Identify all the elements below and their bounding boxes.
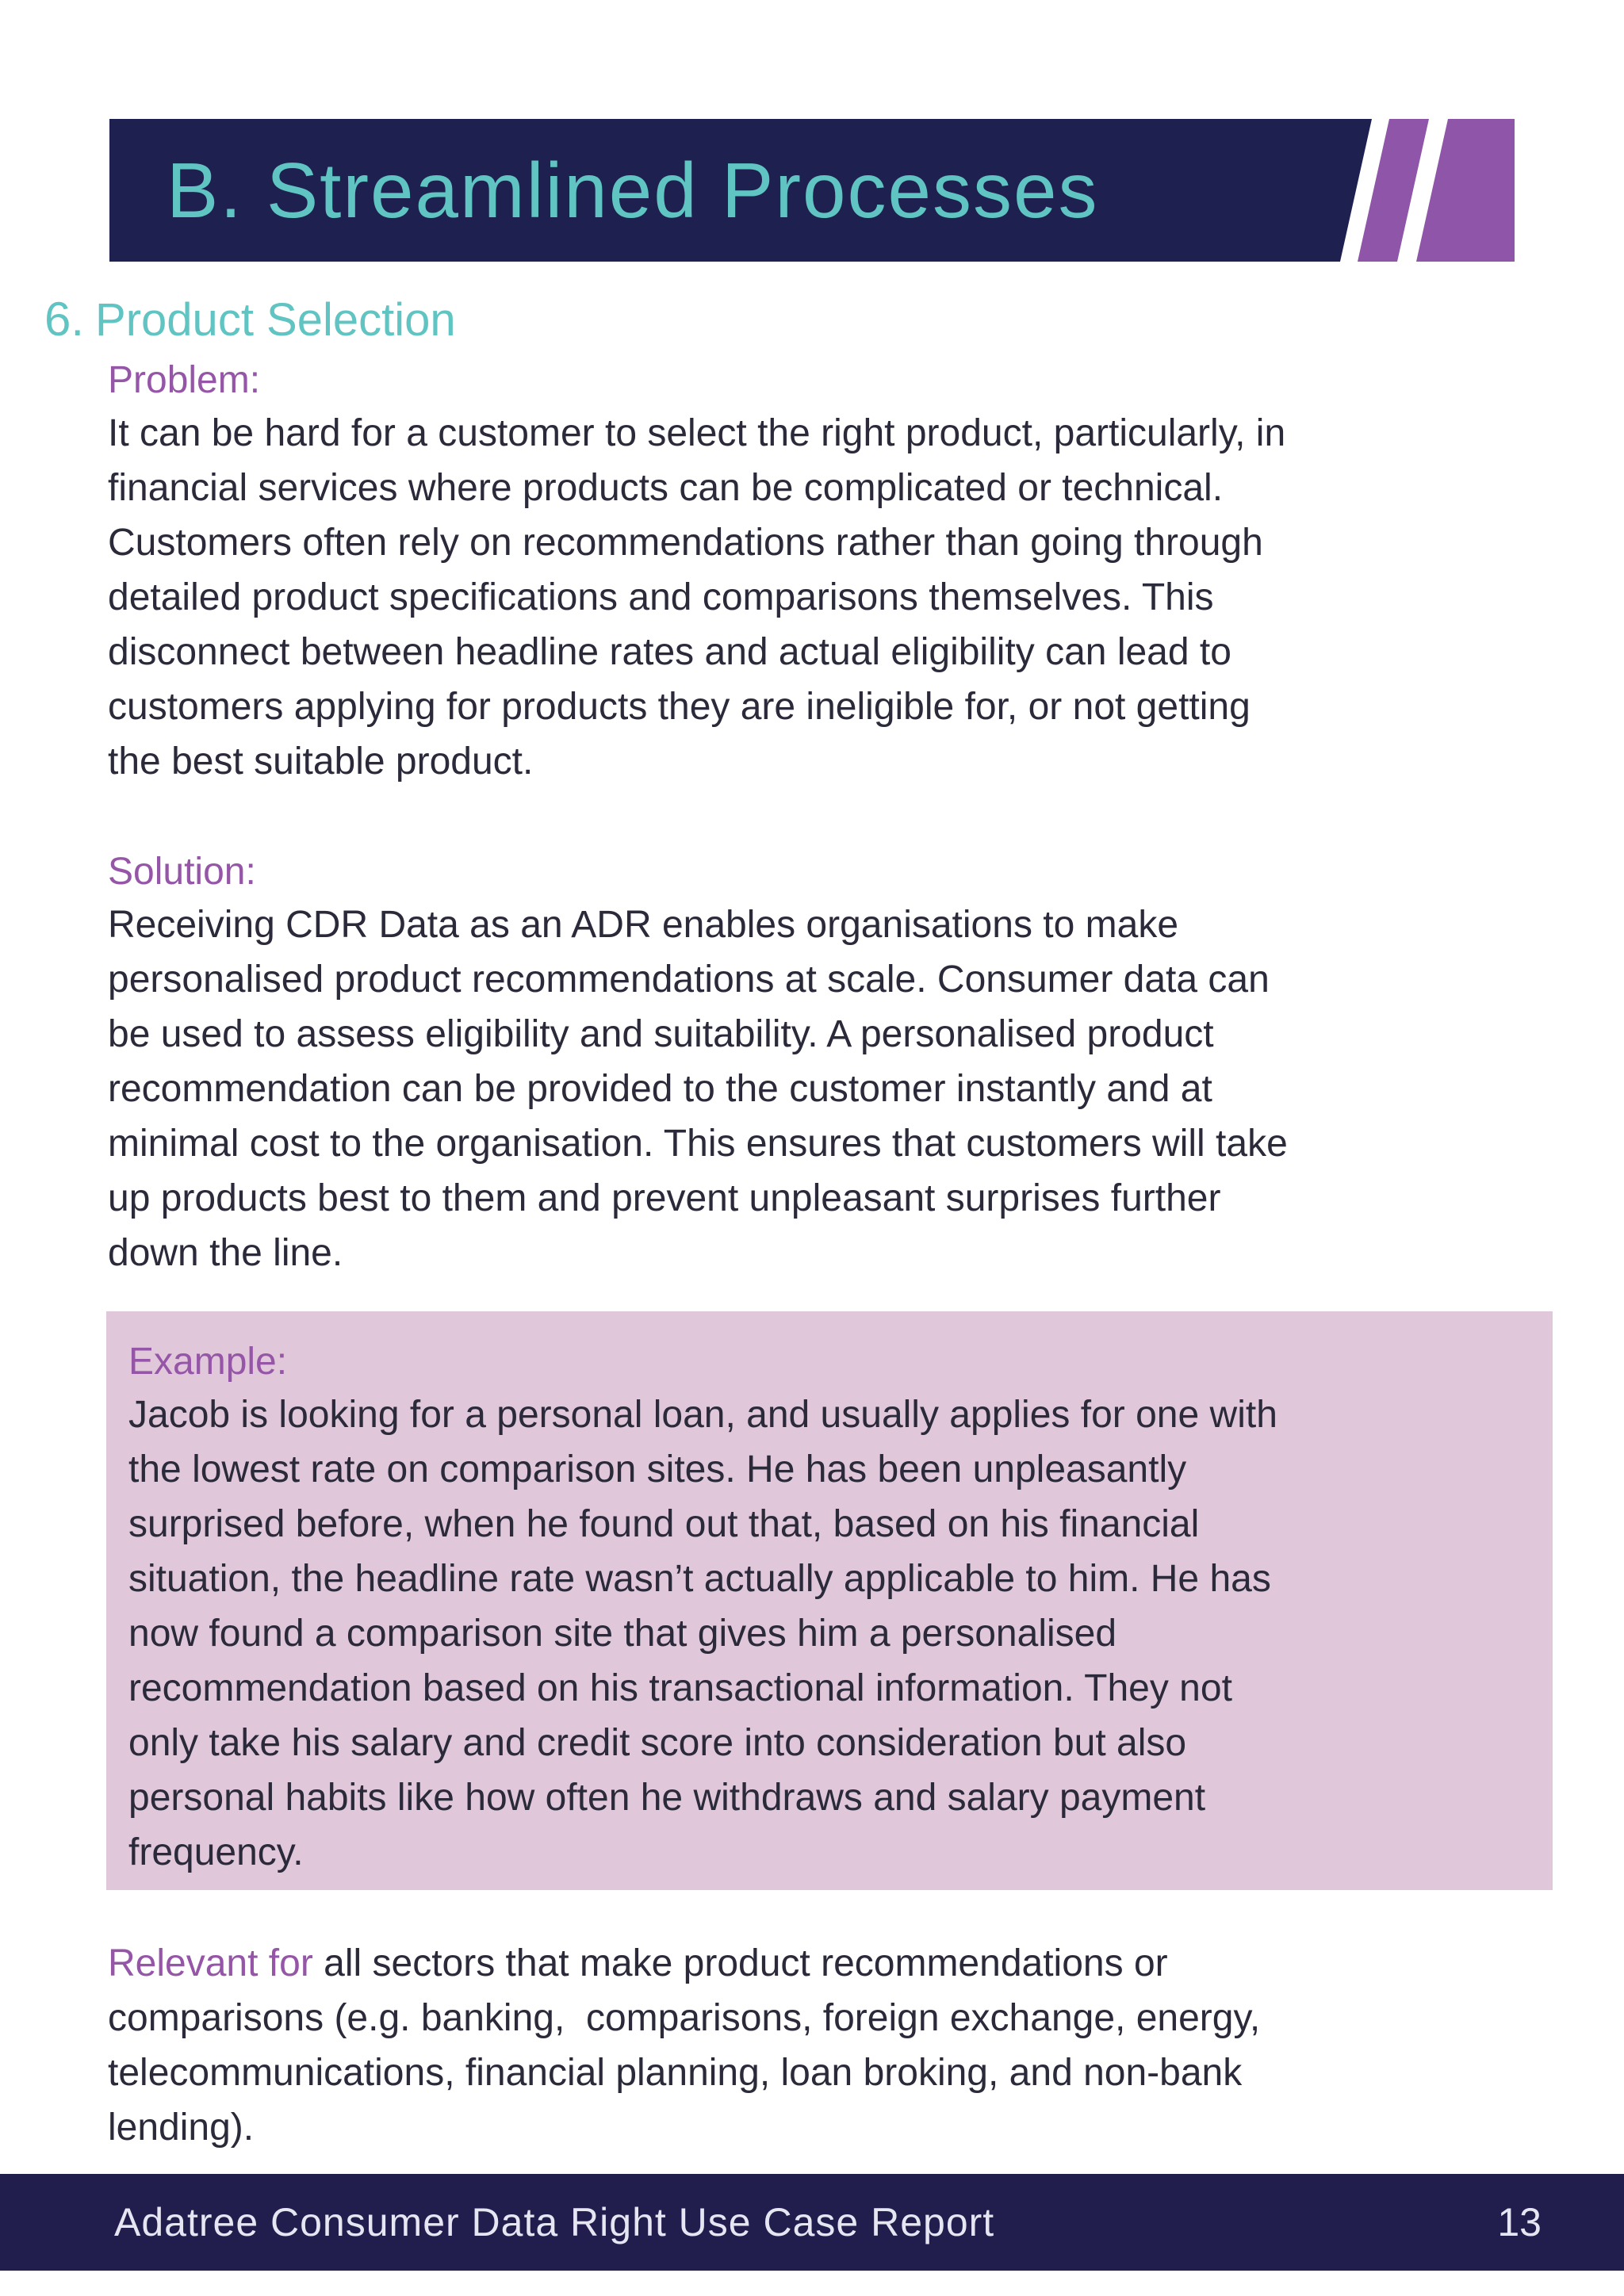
relevant-line: telecommunications, financial planning, loan broking, and non-bank bbox=[108, 2052, 1243, 2094]
problem-line: disconnect between headline rates and actual eligibility can lead to bbox=[108, 631, 1231, 673]
section-heading bbox=[44, 292, 456, 355]
problem-line: customers applying for products they are ineligible for, or not getting bbox=[108, 686, 1251, 728]
problem-block bbox=[108, 355, 1535, 789]
problem-line: Customers often rely on recommendations rather than going through bbox=[108, 522, 1263, 564]
solution-text bbox=[108, 897, 1535, 1280]
example-label: Example: bbox=[128, 1341, 288, 1383]
solution-label: Solution: bbox=[108, 851, 256, 893]
example-line: the lowest rate on comparison sites. He has been unpleasantly bbox=[128, 1448, 1187, 1490]
solution-line: Receiving CDR Data as an ADR enables organisations to make bbox=[108, 904, 1179, 946]
solution-line: minimal cost to the organisation. This ensures that customers will take bbox=[108, 1123, 1288, 1165]
section-title: Product Selection bbox=[95, 294, 456, 346]
example-line: Jacob is looking for a personal loan, and usually applies for one with bbox=[128, 1394, 1277, 1436]
problem-line: the best suitable product. bbox=[108, 740, 534, 783]
relevant-line: comparisons (e.g. banking, comparisons, foreign exchange, energy, bbox=[108, 1997, 1261, 2039]
solution-line: up products best to them and prevent unpleasant surprises further bbox=[108, 1177, 1221, 1219]
footer-report-title: Adatree Consumer Data Right Use Case Report bbox=[114, 2200, 995, 2244]
problem-line: financial services where products can be complicated or technical. bbox=[108, 467, 1224, 509]
section-number: 6. bbox=[44, 293, 85, 346]
example-line: only take his salary and credit score into consideration but also bbox=[128, 1722, 1187, 1764]
page-footer bbox=[0, 2174, 1624, 2271]
banner-title: B. Streamlined Processes bbox=[167, 147, 1099, 234]
section-banner bbox=[109, 119, 1515, 262]
solution-line: down the line. bbox=[108, 1232, 343, 1274]
relevant-label: Relevant for bbox=[108, 1942, 313, 1984]
relevant-block bbox=[108, 1936, 1535, 2155]
page-number: 13 bbox=[1497, 2200, 1542, 2244]
relevant-line: all sectors that make product recommendations or bbox=[312, 1942, 1168, 1984]
example-line: now found a comparison site that gives him a personalised bbox=[128, 1613, 1117, 1655]
solution-block bbox=[108, 847, 1535, 1280]
example-line: surprised before, when he found out that, based on his financial bbox=[128, 1503, 1200, 1545]
solution-line: recommendation can be provided to the customer instantly and at bbox=[108, 1068, 1212, 1110]
problem-line: It can be hard for a customer to select the right product, particularly, in bbox=[108, 412, 1286, 454]
example-line: situation, the headline rate wasn’t actually applicable to him. He has bbox=[128, 1558, 1271, 1600]
example-line: frequency. bbox=[128, 1831, 304, 1873]
relevant-line: lending). bbox=[108, 2107, 255, 2149]
problem-line: detailed product specifications and comparisons themselves. This bbox=[108, 576, 1214, 618]
solution-line: personalised product recommendations at scale. Consumer data can bbox=[108, 959, 1270, 1001]
example-box bbox=[106, 1311, 1553, 1890]
example-content bbox=[128, 1337, 1540, 1880]
relevant-first-line bbox=[108, 1936, 1535, 1991]
problem-label: Problem: bbox=[108, 359, 261, 401]
example-line: recommendation based on his transactional information. They not bbox=[128, 1667, 1232, 1709]
solution-line: be used to assess eligibility and suitability. A personalised product bbox=[108, 1013, 1214, 1055]
problem-text bbox=[108, 406, 1535, 789]
example-line: personal habits like how often he withdraws and salary payment bbox=[128, 1777, 1206, 1819]
